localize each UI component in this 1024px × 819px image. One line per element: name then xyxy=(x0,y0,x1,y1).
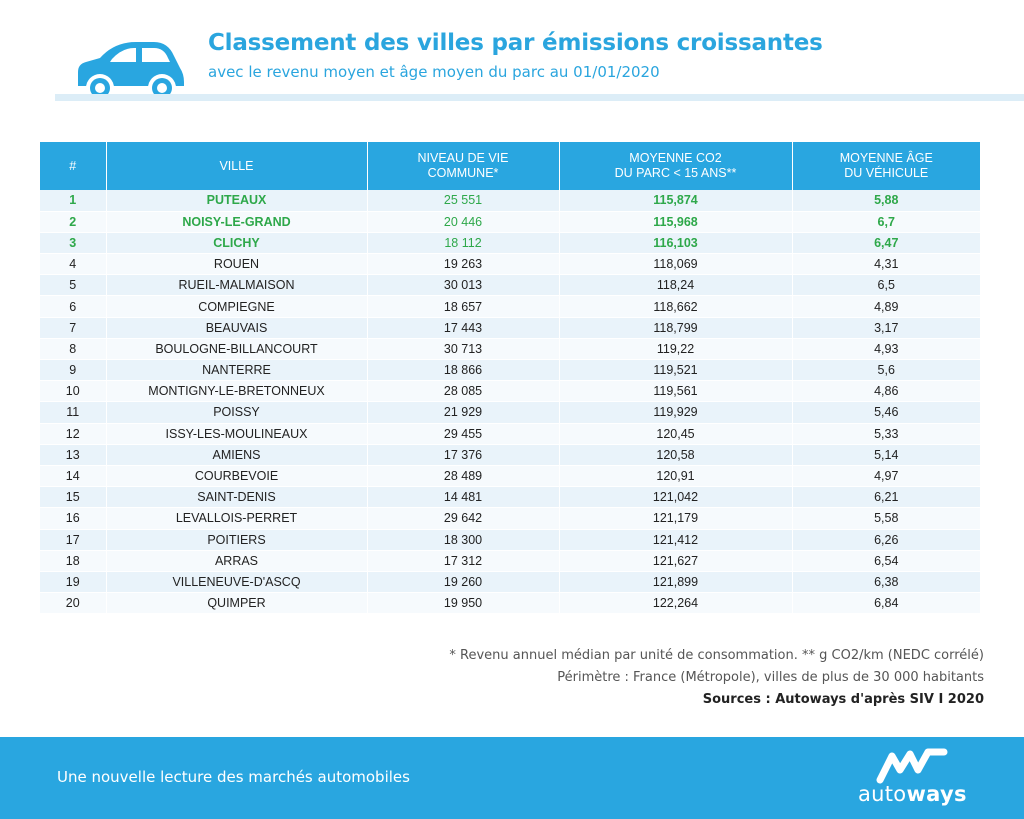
column-header-age: MOYENNE ÂGE DU VÉHICULE xyxy=(792,142,980,190)
cell-ville: VILLENEUVE-D'ASCQ xyxy=(106,571,367,592)
table-row xyxy=(40,296,980,317)
cell-age: 4,97 xyxy=(792,465,980,486)
logo-text-ways: ways xyxy=(906,782,967,806)
cell-rank: 20 xyxy=(40,593,106,614)
cell-rank: 4 xyxy=(40,254,106,275)
table-row xyxy=(40,529,980,550)
cell-co2: 121,179 xyxy=(559,508,792,529)
table-row xyxy=(40,381,980,402)
table-row xyxy=(40,487,980,508)
footer-tagline: Une nouvelle lecture des marchés automobiles xyxy=(57,768,410,786)
cell-niveau: 19 263 xyxy=(367,254,559,275)
cell-niveau: 19 260 xyxy=(367,571,559,592)
cell-age: 5,14 xyxy=(792,444,980,465)
cell-niveau: 30 713 xyxy=(367,338,559,359)
cell-ville: NANTERRE xyxy=(106,360,367,381)
footnotes xyxy=(449,645,984,711)
cell-rank: 15 xyxy=(40,487,106,508)
cell-age: 5,6 xyxy=(792,360,980,381)
table-row xyxy=(40,360,980,381)
cell-rank: 9 xyxy=(40,360,106,381)
cell-niveau: 21 929 xyxy=(367,402,559,423)
cell-niveau: 18 657 xyxy=(367,296,559,317)
cell-age: 4,93 xyxy=(792,338,980,359)
cell-rank: 17 xyxy=(40,529,106,550)
cell-ville: NOISY-LE-GRAND xyxy=(106,211,367,232)
cell-ville: LEVALLOIS-PERRET xyxy=(106,508,367,529)
cell-rank: 8 xyxy=(40,338,106,359)
table-row xyxy=(40,317,980,338)
ranking-table xyxy=(40,142,980,614)
cell-rank: 14 xyxy=(40,465,106,486)
cell-rank: 11 xyxy=(40,402,106,423)
table-row xyxy=(40,444,980,465)
cell-co2: 115,874 xyxy=(559,190,792,211)
cell-rank: 1 xyxy=(40,190,106,211)
cell-co2: 120,58 xyxy=(559,444,792,465)
cell-co2: 115,968 xyxy=(559,211,792,232)
cell-age: 4,31 xyxy=(792,254,980,275)
cell-ville: BEAUVAIS xyxy=(106,317,367,338)
cell-age: 4,86 xyxy=(792,381,980,402)
table-row xyxy=(40,550,980,571)
cell-age: 6,5 xyxy=(792,275,980,296)
table-row xyxy=(40,402,980,423)
cell-niveau: 28 085 xyxy=(367,381,559,402)
cell-age: 3,17 xyxy=(792,317,980,338)
cell-niveau: 29 455 xyxy=(367,423,559,444)
cell-co2: 120,91 xyxy=(559,465,792,486)
cell-age: 6,84 xyxy=(792,593,980,614)
table-row xyxy=(40,508,980,529)
footer-banner xyxy=(0,737,1024,819)
table-body xyxy=(40,190,980,614)
cell-ville: POITIERS xyxy=(106,529,367,550)
cell-niveau: 17 443 xyxy=(367,317,559,338)
cell-co2: 118,662 xyxy=(559,296,792,317)
cell-co2: 122,264 xyxy=(559,593,792,614)
cell-co2: 118,799 xyxy=(559,317,792,338)
cell-niveau: 19 950 xyxy=(367,593,559,614)
cell-niveau: 18 866 xyxy=(367,360,559,381)
cell-co2: 119,561 xyxy=(559,381,792,402)
cell-ville: PUTEAUX xyxy=(106,190,367,211)
column-header-rank: # xyxy=(40,142,106,190)
logo-text-auto: auto xyxy=(858,782,907,806)
cell-age: 6,38 xyxy=(792,571,980,592)
cell-ville: SAINT-DENIS xyxy=(106,487,367,508)
cell-ville: ARRAS xyxy=(106,550,367,571)
cell-age: 5,58 xyxy=(792,508,980,529)
cell-niveau: 25 551 xyxy=(367,190,559,211)
cell-co2: 121,412 xyxy=(559,529,792,550)
cell-age: 4,89 xyxy=(792,296,980,317)
table-row xyxy=(40,275,980,296)
cell-ville: CLICHY xyxy=(106,232,367,253)
footnote-perimeter: Périmètre : France (Métropole), villes de plus de 30 000 habitants xyxy=(557,670,984,685)
cell-co2: 118,069 xyxy=(559,254,792,275)
cell-niveau: 28 489 xyxy=(367,465,559,486)
sources-note: Sources : Autoways d'après SIV I 2020 xyxy=(702,692,984,707)
column-header-co2: MOYENNE CO2 DU PARC < 15 ANS** xyxy=(559,142,792,190)
cell-ville: AMIENS xyxy=(106,444,367,465)
cell-co2: 119,929 xyxy=(559,402,792,423)
cell-rank: 3 xyxy=(40,232,106,253)
cell-niveau: 17 312 xyxy=(367,550,559,571)
table-header-row xyxy=(40,142,980,190)
header-divider xyxy=(55,94,1024,101)
cell-age: 6,26 xyxy=(792,529,980,550)
cell-co2: 116,103 xyxy=(559,232,792,253)
cell-ville: POISSY xyxy=(106,402,367,423)
cell-age: 5,46 xyxy=(792,402,980,423)
footnote-definitions: * Revenu annuel médian par unité de consommation. ** g CO2/km (NEDC corrélé) xyxy=(449,648,984,663)
cell-age: 5,88 xyxy=(792,190,980,211)
cell-rank: 16 xyxy=(40,508,106,529)
cell-rank: 13 xyxy=(40,444,106,465)
page-title: Classement des villes par émissions croissantes xyxy=(208,30,823,56)
table-row xyxy=(40,254,980,275)
cell-age: 6,47 xyxy=(792,232,980,253)
cell-rank: 6 xyxy=(40,296,106,317)
cell-rank: 7 xyxy=(40,317,106,338)
cell-ville: COURBEVOIE xyxy=(106,465,367,486)
table-row xyxy=(40,465,980,486)
cell-niveau: 18 300 xyxy=(367,529,559,550)
cell-niveau: 30 013 xyxy=(367,275,559,296)
table-row xyxy=(40,593,980,614)
table-row xyxy=(40,232,980,253)
cell-rank: 10 xyxy=(40,381,106,402)
cell-ville: RUEIL-MALMAISON xyxy=(106,275,367,296)
cell-niveau: 20 446 xyxy=(367,211,559,232)
cell-rank: 12 xyxy=(40,423,106,444)
cell-rank: 2 xyxy=(40,211,106,232)
table-row xyxy=(40,211,980,232)
cell-niveau: 14 481 xyxy=(367,487,559,508)
header xyxy=(0,0,1024,105)
table-row xyxy=(40,190,980,211)
table-row xyxy=(40,571,980,592)
cell-niveau: 18 112 xyxy=(367,232,559,253)
table-row xyxy=(40,423,980,444)
cell-age: 6,7 xyxy=(792,211,980,232)
cell-co2: 118,24 xyxy=(559,275,792,296)
cell-co2: 120,45 xyxy=(559,423,792,444)
cell-rank: 19 xyxy=(40,571,106,592)
cell-co2: 119,22 xyxy=(559,338,792,359)
cell-rank: 5 xyxy=(40,275,106,296)
cell-ville: COMPIEGNE xyxy=(106,296,367,317)
autoways-logo-text xyxy=(858,782,967,806)
cell-ville: QUIMPER xyxy=(106,593,367,614)
cell-age: 6,21 xyxy=(792,487,980,508)
cell-co2: 121,042 xyxy=(559,487,792,508)
cell-ville: BOULOGNE-BILLANCOURT xyxy=(106,338,367,359)
cell-co2: 121,627 xyxy=(559,550,792,571)
cell-ville: MONTIGNY-LE-BRETONNEUX xyxy=(106,381,367,402)
column-header-niveau: NIVEAU DE VIE COMMUNE* xyxy=(367,142,559,190)
page-subtitle: avec le revenu moyen et âge moyen du parc au 01/01/2020 xyxy=(208,63,660,81)
cell-ville: ISSY-LES-MOULINEAUX xyxy=(106,423,367,444)
column-header-ville: VILLE xyxy=(106,142,367,190)
cell-co2: 121,899 xyxy=(559,571,792,592)
cell-ville: ROUEN xyxy=(106,254,367,275)
cell-age: 6,54 xyxy=(792,550,980,571)
cell-rank: 18 xyxy=(40,550,106,571)
cell-age: 5,33 xyxy=(792,423,980,444)
cell-niveau: 17 376 xyxy=(367,444,559,465)
autoways-logo-icon xyxy=(876,748,948,784)
cell-niveau: 29 642 xyxy=(367,508,559,529)
cell-co2: 119,521 xyxy=(559,360,792,381)
table-row xyxy=(40,338,980,359)
